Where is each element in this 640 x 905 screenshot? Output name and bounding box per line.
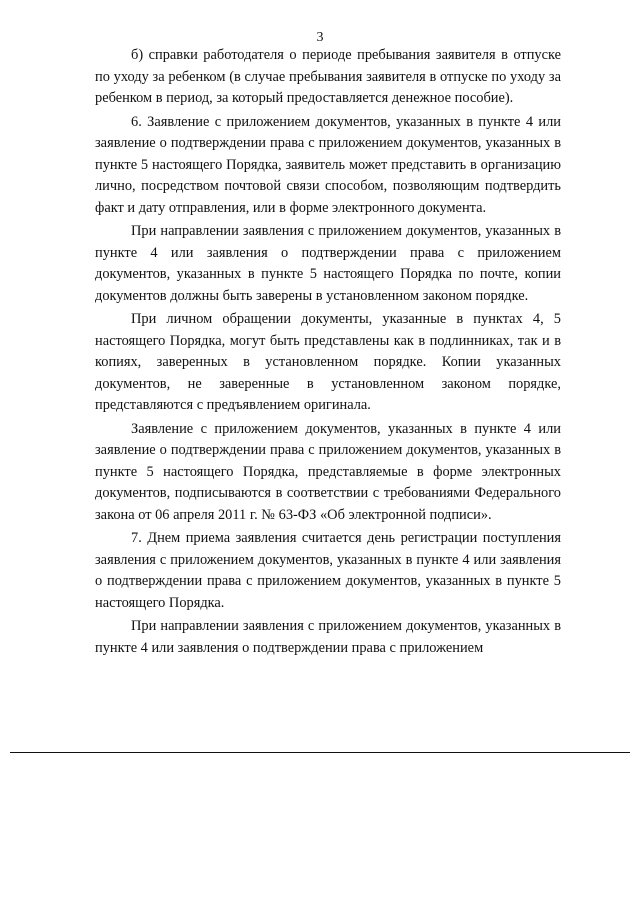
paragraph-postal-continued: При направлении заявления с приложением документов, указанных в пункте 4 или заявления о подтверждении права с приложением — [95, 618, 561, 656]
paragraph-employer-certificate: б) справки работодателя о периоде пребывания заявителя в отпуске по уходу за ребенком (в случае пребывания заявителя в отпуске по уходу за ребенком в период, за который предоставляется денежное пособие). — [95, 47, 561, 106]
paragraph-item-6-submission: 6. Заявление с приложением документов, указанных в пункте 4 или заявление о подтверждении права с приложением документов, указанных в пункте 5 настоящего Порядка, заявитель может представить в организацию лично, посредством почтовой связи способом, позволяющим подтвердить факт и дату отправления, или в форме электронного документа. — [95, 113, 561, 216]
paragraph-postal-copies: При направлении заявления с приложением документов, указанных в пункте 4 или заявления о подтверждении права с приложением документов, указанных в пункте 5 настоящего Порядка по почте, копии документов должны быть заверены в установленном законом порядке. — [95, 223, 561, 304]
paragraph-item-7-reception-day: 7. Днем приема заявления считается день регистрации поступления заявления с приложением документов, указанных в пункте 4 или заявления о подтверждении права с приложением документов, указанных в пункте 5 настоящего Порядка. — [95, 530, 561, 611]
paragraph-personal-visit: При личном обращении документы, указанные в пунктах 4, 5 настоящего Порядка, могут быть представлены как в подлинниках, так и в копиях, заверенных в установленном порядке. Копии указанных документов, не заверенные в установленном законом порядке, представляются с предъявлением оригинала. — [95, 311, 561, 413]
footer-divider — [10, 752, 630, 753]
paragraph-electronic-signature: Заявление с приложением документов, указанных в пункте 4 или заявление о подтверждении права с приложением документов, указанных в пункте 5 настоящего Порядка, представляемые в форме электронных документов, подписываются в соответствии с требованиями Федерального закона от 06 апреля 2011 г. № 63-ФЗ «Об электронной подписи». — [95, 420, 561, 523]
document-body — [95, 45, 561, 660]
page-number: 3 — [316, 30, 324, 45]
